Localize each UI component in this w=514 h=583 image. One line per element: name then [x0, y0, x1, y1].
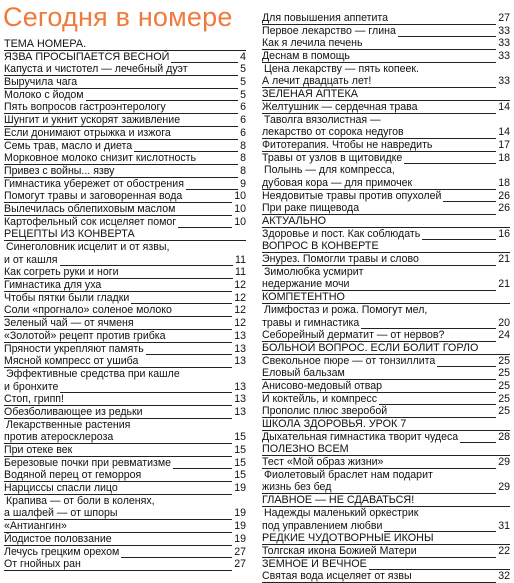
toc-entry: [262, 152, 510, 165]
toc-page-number: 5: [240, 63, 246, 76]
toc-entry: [4, 76, 246, 89]
toc-entry-title: Как я лечила печень: [262, 37, 363, 50]
toc-page-number: 13: [234, 329, 246, 342]
toc-entry-title: Еловый бальзам: [262, 367, 345, 380]
toc-entry: [4, 393, 246, 406]
toc-page-number: 10: [234, 190, 246, 203]
toc-page-number: 9: [240, 177, 246, 190]
toc-page-number: 13: [234, 393, 246, 406]
toc-page-number: 26: [498, 202, 510, 215]
toc-entry-title: жизнь без бед: [262, 481, 332, 494]
toc-entry: [262, 545, 510, 558]
toc-entry-title: Надежды маленький оркестрик: [264, 506, 419, 519]
toc-page-number: 19: [234, 532, 246, 545]
toc-entry-title: Лечусь грецким орехом: [4, 545, 120, 558]
toc-page-number: 19: [234, 520, 246, 533]
toc-page-number: 11: [235, 266, 246, 279]
toc-entry: [4, 381, 246, 394]
toc-entry-title: и от кашля: [4, 253, 58, 266]
toc-entry-title: под управлением любви: [262, 519, 383, 532]
toc-entry: [4, 279, 246, 292]
toc-entry-title: РЕЦЕПТЫ ИЗ КОНВЕРТА: [4, 228, 135, 241]
toc-entry-title: При раке пищевода: [262, 202, 360, 215]
toc-entry: [4, 216, 246, 229]
toc-entry-title: Неядовитые травы против опухолей: [262, 189, 442, 202]
toc-entry-title: АКТУАЛЬНО: [262, 215, 327, 227]
toc-entry: [262, 520, 510, 533]
toc-entry-title: Мясной компресс от ушиба: [4, 355, 139, 368]
toc-entry-title: Привез с войны... язву: [4, 164, 115, 177]
toc-entry: [262, 164, 510, 177]
toc-entry-title: Лимфостаз и рожа. Помогут мел,: [264, 303, 428, 316]
toc-entry: [262, 329, 510, 342]
toc-left-column: [4, 38, 246, 571]
toc-entry: [262, 228, 510, 241]
toc-page-number: 6: [240, 126, 246, 139]
toc-entry-title: Выручила чага: [4, 76, 78, 89]
toc-entry-title: ТЕМА НОМЕРА.: [4, 38, 87, 50]
toc-entry-title: дубовая кора — для примочек: [262, 176, 413, 189]
toc-entry-title: Водяной перец от геморроя: [4, 469, 142, 482]
toc-entry-title: Свекольное пюре — от тонзиллита: [262, 354, 436, 367]
toc-entry: [4, 190, 246, 203]
toc-entry-title: Чтобы пятки были гладки: [4, 291, 130, 304]
toc-entry: [4, 507, 246, 520]
toc-page-number: 27: [498, 12, 510, 24]
toc-page-number: 15: [234, 431, 246, 444]
toc-entry-title: Помогут травы и заговоренная вода: [4, 190, 183, 203]
toc-entry: [4, 457, 246, 470]
toc-page-number: 12: [234, 291, 246, 304]
toc-entry-title: КОМПЕТЕНТНО: [262, 291, 345, 304]
toc-entry: [4, 63, 246, 76]
toc-entry: [4, 254, 246, 267]
toc-page-number: 5: [240, 88, 246, 101]
toc-page-number: 5: [240, 76, 246, 89]
toc-page-number: 21: [498, 253, 510, 266]
toc-entry-title: Зеленый чай — от ячменя: [4, 317, 134, 330]
toc-page-number: 10: [234, 215, 246, 228]
toc-entry: [4, 266, 246, 279]
toc-entry-title: Семь трав, масло и диета: [4, 139, 133, 152]
toc-entry: [262, 12, 510, 25]
toc-entry-title: Таволга вязолистная —: [264, 113, 381, 126]
toc-section-heading: [262, 240, 510, 253]
toc-entry: [262, 202, 510, 215]
toc-entry-title: Цена лекарству — пять копеек.: [264, 62, 419, 75]
toc-page-number: 33: [498, 24, 510, 37]
toc-page-number: 14: [498, 100, 510, 113]
toc-entry: [4, 368, 246, 381]
toc-entry-title: «Антиангин»: [4, 520, 67, 533]
toc-entry-title: Картофельный сок исцеляет помог: [4, 215, 177, 228]
toc-section-heading: [4, 38, 246, 51]
toc-entry: [4, 89, 246, 102]
toc-entry: [4, 140, 246, 153]
toc-entry-title: Травы от узлов в щитовидке: [262, 151, 403, 164]
toc-section-heading: [262, 532, 510, 545]
toc-entry: [262, 177, 510, 190]
toc-entry-title: Желтушник — сердечная трава: [262, 100, 418, 113]
toc-entry: [4, 444, 246, 457]
toc-entry-title: Как согреть руки и ноги: [4, 266, 119, 279]
toc-entry: [262, 37, 510, 50]
toc-page-number: 18: [498, 176, 510, 189]
toc-page-number: 8: [240, 139, 246, 152]
toc-entry: [262, 266, 510, 279]
toc-entry: [4, 546, 246, 559]
toc-entry: [4, 101, 246, 114]
toc-entry-title: ЗЕЛЕНАЯ АПТЕКА: [262, 88, 358, 101]
toc-entry-title: Дыхательная гимнастика творит чудеса: [262, 430, 459, 443]
toc-entry-title: Стоп, грипп!: [4, 393, 64, 406]
toc-page-number: 6: [240, 114, 246, 127]
toc-entry-title: Гимнастика для уха: [4, 279, 102, 292]
toc-entry-title: Гимнастика убережет от обострения: [4, 177, 184, 190]
toc-entry-title: Здоровье и пост. Как соблюдать: [262, 227, 421, 240]
toc-page-number: 33: [498, 50, 510, 63]
toc-entry-title: Обезболивающее из редьки: [4, 405, 143, 418]
toc-entry: [4, 343, 246, 356]
toc-page-number: 15: [234, 469, 246, 482]
toc-page-number: 25: [498, 354, 510, 367]
toc-entry-title: Пряности укрепляют память: [4, 342, 144, 355]
toc-entry-title: Йодистое половзание: [4, 532, 112, 545]
toc-entry: [262, 393, 510, 406]
toc-entry: [4, 495, 246, 508]
toc-entry-title: РЕДКИЕ ЧУДОТВОРНЫЕ ИКОНЫ: [262, 532, 434, 545]
toc-entry: [4, 292, 246, 305]
toc-entry: [262, 278, 510, 291]
toc-entry-title: Для повышения аппетита: [262, 12, 389, 24]
toc-entry-title: Березовые почки при ревматизме: [4, 456, 172, 469]
toc-entry: [4, 304, 246, 317]
toc-entry-title: Энурез. Помогли травы и слово: [262, 253, 419, 266]
toc-section-heading: [262, 291, 510, 304]
toc-entry-title: Первое лекарство — глина: [262, 24, 396, 37]
toc-entry-title: недержание мочи: [262, 278, 350, 291]
toc-entry-title: БОЛЬНОЙ ВОПРОС. ЕСЛИ БОЛИТ ГОРЛО: [262, 341, 479, 354]
toc-entry-title: Нарциссы спасли лицо: [4, 482, 118, 495]
toc-page-number: 21: [498, 278, 510, 291]
toc-entry: [262, 126, 510, 139]
toc-entry: [262, 456, 510, 469]
toc-entry-title: От гнойных ран: [4, 558, 81, 571]
toc-section-heading: [4, 51, 246, 64]
toc-page-number: 26: [498, 189, 510, 202]
toc-entry-title: Прополис плюс зверобой: [262, 405, 388, 418]
toc-page-number: 18: [498, 151, 510, 164]
toc-page-number: 32: [498, 570, 510, 583]
toc-entry-title: А лечит двадцать лет!: [262, 75, 372, 88]
toc-entry-title: ПОЛЕЗНО ВСЕМ: [262, 443, 349, 456]
toc-entry-title: Молоко с йодом: [4, 88, 84, 101]
toc-entry-title: а шалфей — от шпоры: [4, 507, 118, 520]
toc-page-number: 25: [498, 392, 510, 405]
toc-entry-title: Святая вода исцеляет от язвы: [262, 570, 412, 583]
toc-section-heading: [262, 88, 510, 101]
toc-entry-title: Тест «Мой образ жизни»: [262, 456, 384, 469]
toc-entry: [262, 570, 510, 583]
toc-entry: [4, 520, 246, 533]
toc-page-number: 25: [498, 405, 510, 418]
toc-entry-title: Шунгит и укнит ускорят заживление: [4, 114, 181, 127]
toc-entry-title: Фиолетовый браслет нам подарит: [264, 468, 433, 481]
toc-entry: [4, 355, 246, 368]
toc-entry: [4, 419, 246, 432]
toc-entry-title: И коктейль, и компресс: [262, 392, 377, 405]
toc-entry: [262, 367, 510, 380]
toc-page-number: 11: [235, 253, 246, 266]
toc-entry-title: ЯЗВА ПРОСЫПАЕТСЯ ВЕСНОЙ: [4, 50, 170, 63]
toc-entry: [4, 241, 246, 254]
toc-entry: [4, 165, 246, 178]
toc-entry: [262, 114, 510, 127]
toc-page-number: 12: [234, 304, 246, 317]
toc-section-heading: [262, 342, 510, 355]
toc-entry: [262, 75, 510, 88]
toc-page-number: 28: [498, 430, 510, 443]
toc-entry-title: лекарство от сорока недугов: [262, 126, 404, 139]
toc-page-number: 25: [498, 367, 510, 380]
toc-section-heading: [262, 558, 510, 571]
toc-entry-title: Синеголовник исцелит и от язвы,: [6, 241, 170, 253]
toc-entry: [4, 178, 246, 191]
toc-page-number: 19: [234, 507, 246, 520]
toc-section-heading: [262, 443, 510, 456]
toc-entry: [262, 405, 510, 418]
toc-entry: [262, 317, 510, 330]
toc-page-number: 16: [498, 227, 510, 240]
toc-entry: [4, 203, 246, 216]
toc-entry-title: Капуста и чистотел — лечебный дуэт: [4, 63, 188, 76]
toc-entry-title: Пять вопросов гастроэнтерологу: [4, 101, 166, 114]
toc-entry-title: Вылечилась облепиховым маслом: [4, 202, 176, 215]
toc-entry: [4, 152, 246, 165]
toc-entry-title: Соли «прогнало» соленое молоко: [4, 304, 172, 317]
toc-entry: [4, 533, 246, 546]
toc-page-number: 29: [498, 456, 510, 469]
toc-section-heading: [262, 418, 510, 431]
toc-entry: [4, 406, 246, 419]
toc-entry-title: Себорейный дерматит — от нервов?: [262, 329, 445, 342]
toc-page-number: 6: [240, 101, 246, 114]
toc-entry-title: ГЛАВНОЕ — НЕ СДАВАТЬСЯ!: [262, 494, 415, 507]
toc-entry: [262, 431, 510, 444]
toc-right-column: [262, 12, 510, 583]
toc-entry: [4, 431, 246, 444]
toc-entry-title: Фитотерапия. Чтобы не навредить: [262, 138, 433, 151]
toc-entry: [262, 507, 510, 520]
toc-page-number: 10: [234, 202, 246, 215]
toc-entry: [262, 355, 510, 368]
toc-entry: [262, 63, 510, 76]
toc-page-number: 24: [498, 329, 510, 342]
toc-page-number: 14: [498, 126, 510, 139]
toc-section-heading: [262, 494, 510, 507]
toc-page-number: 19: [234, 482, 246, 495]
toc-page-number: 25: [498, 379, 510, 392]
toc-entry-title: Деснам в помощь: [262, 50, 350, 63]
toc-entry: [262, 469, 510, 482]
toc-entry: [4, 114, 246, 127]
toc-page-number: 20: [498, 316, 510, 329]
toc-entry: [262, 25, 510, 38]
toc-page-number: 13: [234, 380, 246, 393]
toc-page-number: 33: [498, 37, 510, 50]
toc-page-number: 13: [234, 405, 246, 418]
toc-entry: [262, 253, 510, 266]
toc-page-number: 27: [234, 545, 246, 558]
toc-entry-title: против атеросклероза: [4, 431, 114, 444]
toc-page-number: 12: [234, 279, 246, 292]
toc-entry: [4, 469, 246, 482]
toc-page-number: 31: [498, 519, 510, 532]
toc-section-heading: [262, 215, 510, 228]
toc-entry: [262, 190, 510, 203]
toc-entry-title: травы и гимнастика: [262, 316, 360, 329]
toc-entry: [4, 558, 246, 571]
toc-entry: [4, 127, 246, 140]
toc-page-number: 13: [234, 342, 246, 355]
toc-entry-title: Эффективные средства при кашле: [6, 367, 180, 380]
toc-entry-title: Зимолюбка усмирит: [264, 265, 364, 278]
toc-entry: [4, 317, 246, 330]
toc-entry-title: ШКОЛА ЗДОРОВЬЯ. УРОК 7: [262, 418, 407, 430]
toc-entry-title: Анисово-медовый отвар: [262, 379, 382, 392]
toc-entry-title: Полынь — для компресса,: [264, 164, 395, 177]
toc-entry: [262, 101, 510, 114]
toc-entry-title: Морковное молоко снизит кислотность: [4, 152, 197, 165]
toc-entry-title: ВОПРОС В КОНВЕРТЕ: [262, 240, 379, 253]
toc-entry-title: ЗЕМНОЕ И ВЕЧНОЕ: [262, 557, 367, 570]
toc-entry-title: «Золотой» рецепт против грибка: [4, 329, 166, 342]
toc-page-number: 13: [234, 355, 246, 368]
toc-page-number: 15: [234, 444, 246, 456]
toc-entry: [262, 304, 510, 317]
toc-entry: [4, 330, 246, 343]
toc-entry: [4, 482, 246, 495]
toc-page-number: 12: [234, 317, 246, 330]
toc-page-number: 4: [239, 50, 246, 63]
toc-page-number: 8: [240, 152, 246, 165]
toc-entry-title: Лекарственные растения: [6, 418, 131, 431]
toc-page-number: 15: [234, 456, 246, 469]
toc-entry: [262, 481, 510, 494]
toc-page-number: 22: [498, 544, 510, 557]
toc-page-number: 8: [240, 164, 246, 177]
toc-entry-title: и бронхите: [4, 380, 59, 393]
toc-entry: [262, 50, 510, 63]
toc-page-number: 17: [498, 138, 510, 151]
page-title: Сегодня в номере: [3, 2, 233, 32]
toc-page-number: 27: [234, 558, 246, 571]
toc-section-heading: [4, 228, 246, 241]
toc-entry: [262, 380, 510, 393]
toc-page-number: 29: [498, 481, 510, 494]
toc-page-number: 33: [498, 75, 510, 88]
toc-entry-title: Если донимают отрыжка и изжога: [4, 126, 171, 139]
toc-entry-title: Толгская икона Божией Матери: [262, 544, 417, 557]
toc-entry: [262, 139, 510, 152]
toc-entry-title: При отеке век: [4, 444, 73, 456]
toc-entry-title: Крапива — от боли в коленях,: [6, 494, 155, 507]
